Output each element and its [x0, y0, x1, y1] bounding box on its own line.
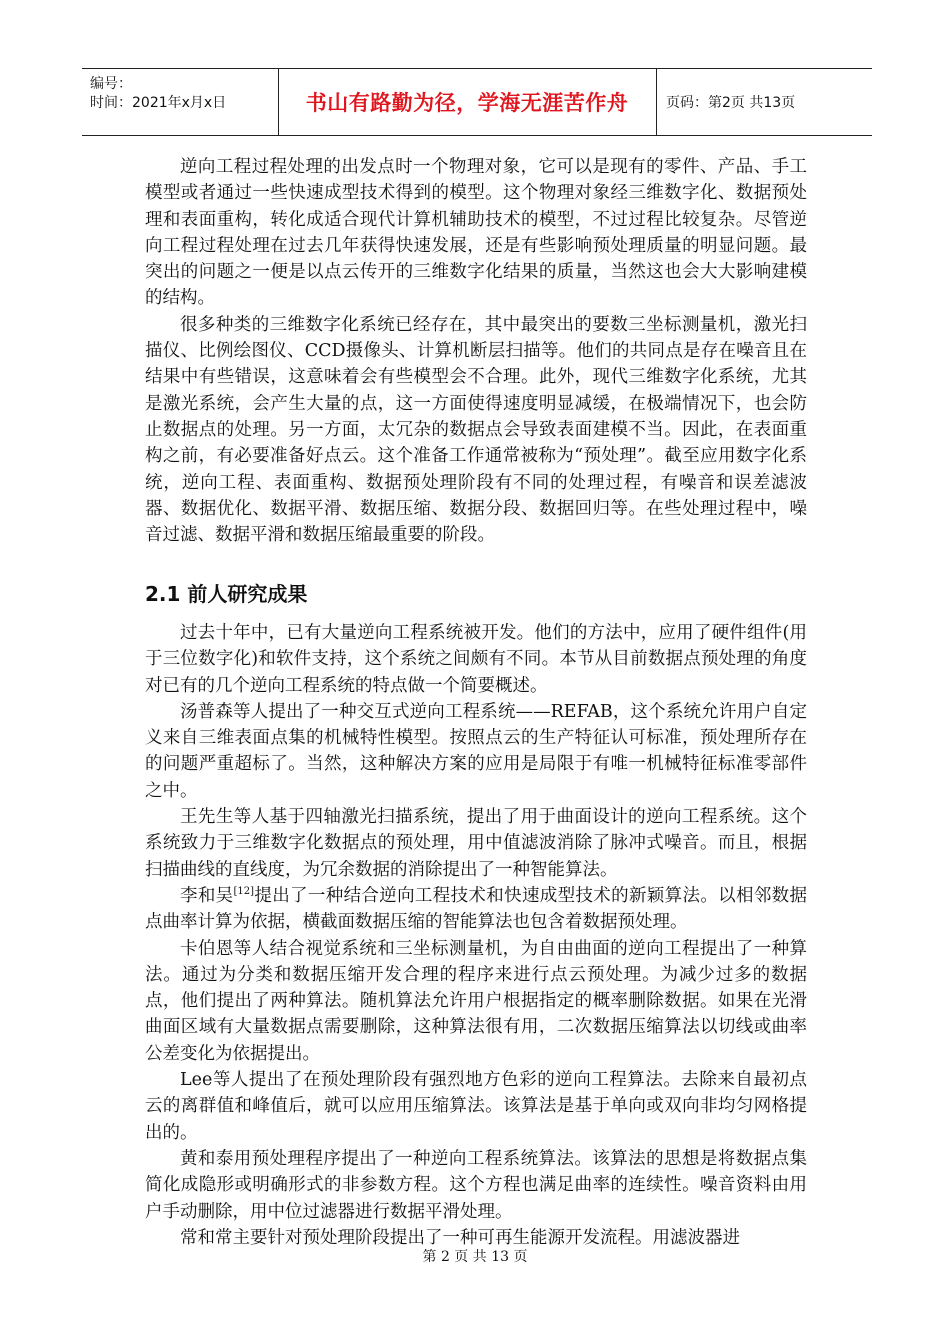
page-footer: 第 2 页 共 13 页: [422, 1249, 528, 1265]
page-info-text: 页码：第2页 共13页: [666, 95, 796, 111]
paragraph: 逆向工程过程处理的出发点时一个物理对象，它可以是现有的零件、产品、手工模型或者通过一些快速成型技术得到的模型。这个物理对象经三维数字化、数据预处理和表面重构，转化成适合现代计算机辅助技术的模型，不过过程比较复杂。尽管逆向工程过程处理在过去几年获得快速发展，还是有些影响预处理质量的明显问题。最突出的问题之一便是以点云传开的三维数字化结果的质量，当然这也会大大影响建模的结构。: [145, 157, 807, 309]
time-label: 时间：2021年x月x日: [90, 95, 227, 111]
paragraph-with-citation: [145, 883, 807, 936]
paragraph: 王先生等人基于四轴激光扫描系统，提出了用于曲面设计的逆向工程系统。这个系统致力于三维数字化数据点的预处理，用中值滤波消除了脉冲式噪音。而且，根据扫描曲线的直线度，为冗余数据的消除提出了一种智能算法。: [145, 807, 807, 880]
paragraph: 很多种类的三维数字化系统已经存在，其中最突出的要数三坐标测量机，激光扫描仪、比例绘图仪、CCD摄像头、计算机断层扫描等。他们的共同点是存在噪音且在结果中有些错误，这意味着会有些模型会不合理。此外，现代三维数字化系统，尤其是激光系统，会产生大量的点，这一方面使得速度明显减缓，在极端情况下，也会防止数据点的处理。另一方面，太冗杂的数据点会导致表面建模不当。因此，在表面重构之前，有必要准备好点云。这个准备工作通常被称为“预处理”。截至应用数字化系统，逆向工程、表面重构、数据预处理阶段有不同的处理过程，有噪音和误差滤波器、数据优化、数据平滑、数据压缩、数据分段、数据回归等。在些处理过程中，噪音过滤、数据平滑和数据压缩最重要的阶段。: [145, 314, 807, 546]
section-heading: 2.1 前人研究成果: [145, 582, 308, 606]
citation-reference: [12]: [233, 886, 255, 898]
header-page-info: [656, 69, 872, 135]
header-motto-cell: [278, 69, 657, 135]
page-header: [82, 68, 872, 136]
paragraph: Lee等人提出了在预处理阶段有强烈地方色彩的逆向工程算法。去除来自最初点云的离群值和峰值后，就可以应用压缩算法。该算法是基于单向或双向非均匀网格提出的。: [145, 1070, 807, 1143]
paragraph: 卡伯恩等人结合视觉系统和三坐标测量机，为自由曲面的逆向工程提出了一种算法。通过为分类和数据压缩开发合理的程序来进行点云预处理。为减少过多的数据点，他们提出了两种算法。随机算法允许用户根据指定的概率删除数据。如果在光滑曲面区域有大量数据点需要删除，这种算法很有用，二次数据压缩算法以切线或曲率公差变化为依据提出。: [145, 938, 807, 1064]
paragraph: 过去十年中，已有大量逆向工程系统被开发。他们的方法中，应用了硬件组件(用于三位数字化)和软件支持，这个系统之间颇有不同。本节从目前数据点预处理的角度对已有的几个逆向工程系统的特点做一个简要概述。: [145, 623, 807, 696]
header-meta: [82, 69, 279, 135]
section-body: [145, 620, 807, 1251]
number-label: 编号：: [90, 76, 132, 92]
intro-section: [145, 154, 807, 548]
citation-text-before: 李和吴: [180, 885, 234, 906]
paragraph: 汤普森等人提出了一种交互式逆向工程系统——REFAB，这个系统允许用户自定义来自三维表面点集的机械特性模型。按照点云的生产特征认可标准，预处理所存在的问题严重超标了。当然，这种解决方案的应用是局限于有唯一机械特征标准零部件之中。: [145, 701, 807, 801]
motto-text: 书山有路勤为径，学海无涯苦作舟: [305, 91, 629, 115]
paragraph: 常和常主要针对预处理阶段提出了一种可再生能源开发流程。用滤波器进: [180, 1227, 740, 1248]
citation-text-after: 提出了一种结合逆向工程技术和快速成型技术的新颖算法。以相邻数据点曲率计算为依据，横截面数据压缩的智能算法也包含着数据预处理。: [145, 885, 808, 933]
paragraph: 黄和泰用预处理程序提出了一种逆向工程系统算法。该算法的思想是将数据点集简化成隐形或明确形式的非参数方程。这个方程也满足曲率的连续性。噪音资料由用户手动删除，用中位过滤器进行数据平滑处理。: [145, 1148, 807, 1222]
